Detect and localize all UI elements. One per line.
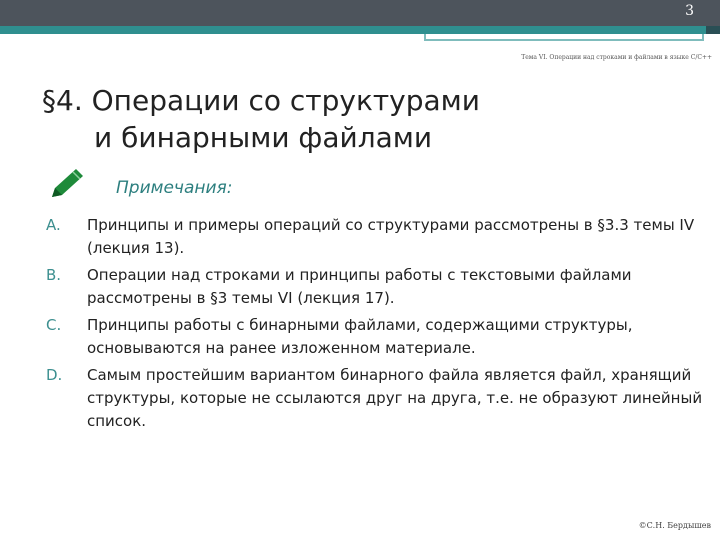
accent-bracket [424, 34, 704, 41]
author-footer: ©С.Н. Бердышев [638, 521, 711, 530]
list-item [46, 214, 706, 260]
list-item-text: Операции над строками и принципы работы с текстовыми файлами рассмотрены в §3 темы VI (лекция 17). [87, 266, 632, 307]
list-marker: C. [46, 316, 62, 334]
top-bar [0, 0, 720, 26]
list-item-text: Принципы работы с бинарными файлами, содержащими структуры, основываются на ранее изложенном материале. [87, 316, 633, 357]
slide-title-line-2: и бинарными файлами [94, 121, 433, 154]
slide-title [42, 82, 480, 156]
slide-title-line-1: §4. Операции со структурами [42, 84, 480, 117]
notes-list [46, 214, 706, 437]
accent-band-end [706, 26, 720, 34]
list-item [46, 264, 706, 310]
list-marker: D. [46, 366, 63, 384]
list-marker: B. [46, 266, 62, 284]
list-item-text: Принципы и примеры операций со структурами рассмотрены в §3.3 темы IV (лекция 13). [87, 216, 695, 257]
list-item [46, 314, 706, 360]
topic-header: Тема VI. Операции над строками и файлами в языке C/C++ [521, 54, 712, 61]
list-marker: A. [46, 216, 61, 234]
notes-label: Примечания: [116, 178, 233, 198]
pencil-icon [48, 166, 86, 202]
list-item [46, 364, 706, 433]
slide-number: 3 [685, 3, 694, 19]
list-item-text: Самым простейшим вариантом бинарного файла является файл, хранящий структуры, которые не ссылаются друг на друга, т.е. не образуют линейный список. [87, 366, 703, 430]
accent-band [0, 26, 720, 34]
